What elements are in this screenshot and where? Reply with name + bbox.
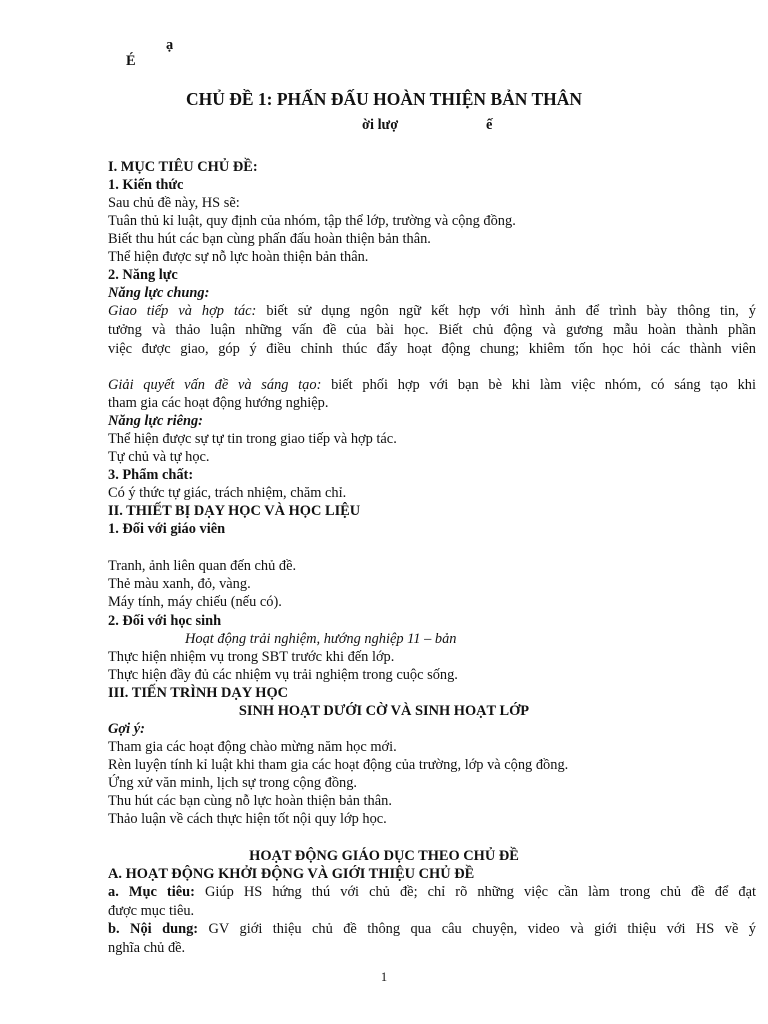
knowledge-heading: 1. Kiến thức (108, 177, 184, 193)
subtitle-fragment-a: ời lượ (362, 117, 399, 133)
subtitle-fragment-b: ế (486, 117, 493, 133)
content-text: GV giới thiệu chủ đề thông qua câu chuyện, video và giới thiệu với HS về ý (198, 921, 756, 937)
section-2-heading: II. THIẾT BỊ DẠY HỌC VÀ HỌC LIỆU (108, 503, 361, 519)
topic-activities-heading: HOẠT ĐỘNG GIÁO DỤC THEO CHỦ ĐỀ (249, 848, 519, 864)
goal-text: Giúp HS hứng thú với chủ đề; chỉ rõ những việc cần làm trong chủ đề để đạt (194, 884, 757, 900)
hint-item: Rèn luyện tính kỉ luật khi tham gia các hoạt động của trường, lớp và cộng đồng. (108, 757, 569, 773)
hint-label: Gợi ý: (108, 721, 145, 737)
quality-text: Có ý thức tự giác, trách nhiệm, chăm chỉ. (108, 485, 347, 501)
student-book: Hoạt động trải nghiệm, hướng nghiệp 11 – bản (185, 631, 457, 647)
content-label: b. Nội dung: (108, 921, 199, 937)
knowledge-intro: Sau chủ đề này, HS sẽ: (108, 195, 240, 211)
section-3-heading: III. TIẾN TRÌNH DẠY HỌC (108, 685, 289, 701)
general-competence-heading: Năng lực chung: (108, 285, 210, 301)
flag-ceremony-heading: SINH HOẠT DƯỚI CỜ VÀ SINH HOẠT LỚP (238, 703, 530, 719)
communication-label: Giao tiếp và hợp tác: (108, 303, 257, 319)
activity-a-heading: A. HOẠT ĐỘNG KHỞI ĐỘNG VÀ GIỚI THIỆU CHỦ ĐỀ (108, 866, 475, 882)
hint-item: Thảo luận về cách thực hiện tốt nội quy lớp học. (108, 811, 387, 827)
document-title: CHỦ ĐỀ 1: PHẤN ĐẤU HOÀN THIỆN BẢN THÂN (185, 89, 583, 109)
page-number: 1 (380, 970, 388, 984)
goal-label: a. Mục tiêu: (108, 884, 195, 900)
student-heading: 2. Đối với học sinh (108, 613, 222, 629)
problem-solving-line-1 (108, 376, 756, 394)
knowledge-item: Biết thu hút các bạn cùng phấn đấu hoàn thiện bản thân. (108, 231, 431, 247)
problem-solving-text: biết phối hợp với bạn bè khi làm việc nhóm, có sáng tạo khi (321, 377, 756, 393)
content-line-2: nghĩa chủ đề. (108, 940, 186, 956)
quality-heading: 3. Phẩm chất: (108, 467, 194, 483)
problem-solving-label: Giải quyết vấn đề và sáng tạo: (108, 377, 322, 393)
communication-line-2: tưởng và thảo luận những vấn đề của bài học. Biết chủ động và gương mẫu hoàn thành phần (108, 322, 756, 338)
teacher-item: Thẻ màu xanh, đỏ, vàng. (108, 576, 251, 592)
teacher-heading: 1. Đối với giáo viên (108, 521, 226, 537)
goal-line-1 (108, 883, 756, 901)
hint-item: Tham gia các hoạt động chào mừng năm học mới. (108, 739, 397, 755)
communication-text: biết sử dụng ngôn ngữ kết hợp với hình ảnh để trình bày thông tin, ý (256, 303, 756, 319)
communication-line-1 (108, 302, 756, 320)
student-item: Thực hiện nhiệm vụ trong SBT trước khi đến lớp. (108, 649, 395, 665)
knowledge-item: Tuân thủ kỉ luật, quy định của nhóm, tập thể lớp, trường và cộng đồng. (108, 213, 516, 229)
teacher-item: Tranh, ảnh liên quan đến chủ đề. (108, 558, 297, 574)
specific-item: Tự chủ và tự học. (108, 449, 210, 465)
knowledge-item: Thể hiện được sự nỗ lực hoàn thiện bản thân. (108, 249, 369, 265)
goal-line-2: được mục tiêu. (108, 903, 195, 919)
section-1-heading: I. MỤC TIÊU CHỦ ĐỀ: (108, 159, 258, 175)
problem-solving-line-2: tham gia các hoạt động hướng nghiệp. (108, 395, 329, 411)
communication-line-3: việc được giao, góp ý điều chỉnh thúc đẩy hoạt động chung; khiêm tốn học hỏi các thành viên (108, 341, 756, 357)
student-item: Thực hiện đầy đủ các nhiệm vụ trải nghiệm trong cuộc sống. (108, 667, 458, 683)
hint-item: Thu hút các bạn cùng nỗ lực hoàn thiện bản thân. (108, 793, 392, 809)
hint-item: Ứng xử văn minh, lịch sự trong cộng đồng. (108, 775, 357, 791)
specific-item: Thể hiện được sự tự tin trong giao tiếp và hợp tác. (108, 431, 397, 447)
header-fragment-a: ạ (166, 37, 174, 53)
teacher-item: Máy tính, máy chiếu (nếu có). (108, 594, 282, 610)
content-line-1 (108, 920, 756, 938)
competence-heading: 2. Năng lực (108, 267, 178, 283)
header-fragment-b: É (126, 53, 136, 69)
specific-competence-heading: Năng lực riêng: (108, 413, 203, 429)
